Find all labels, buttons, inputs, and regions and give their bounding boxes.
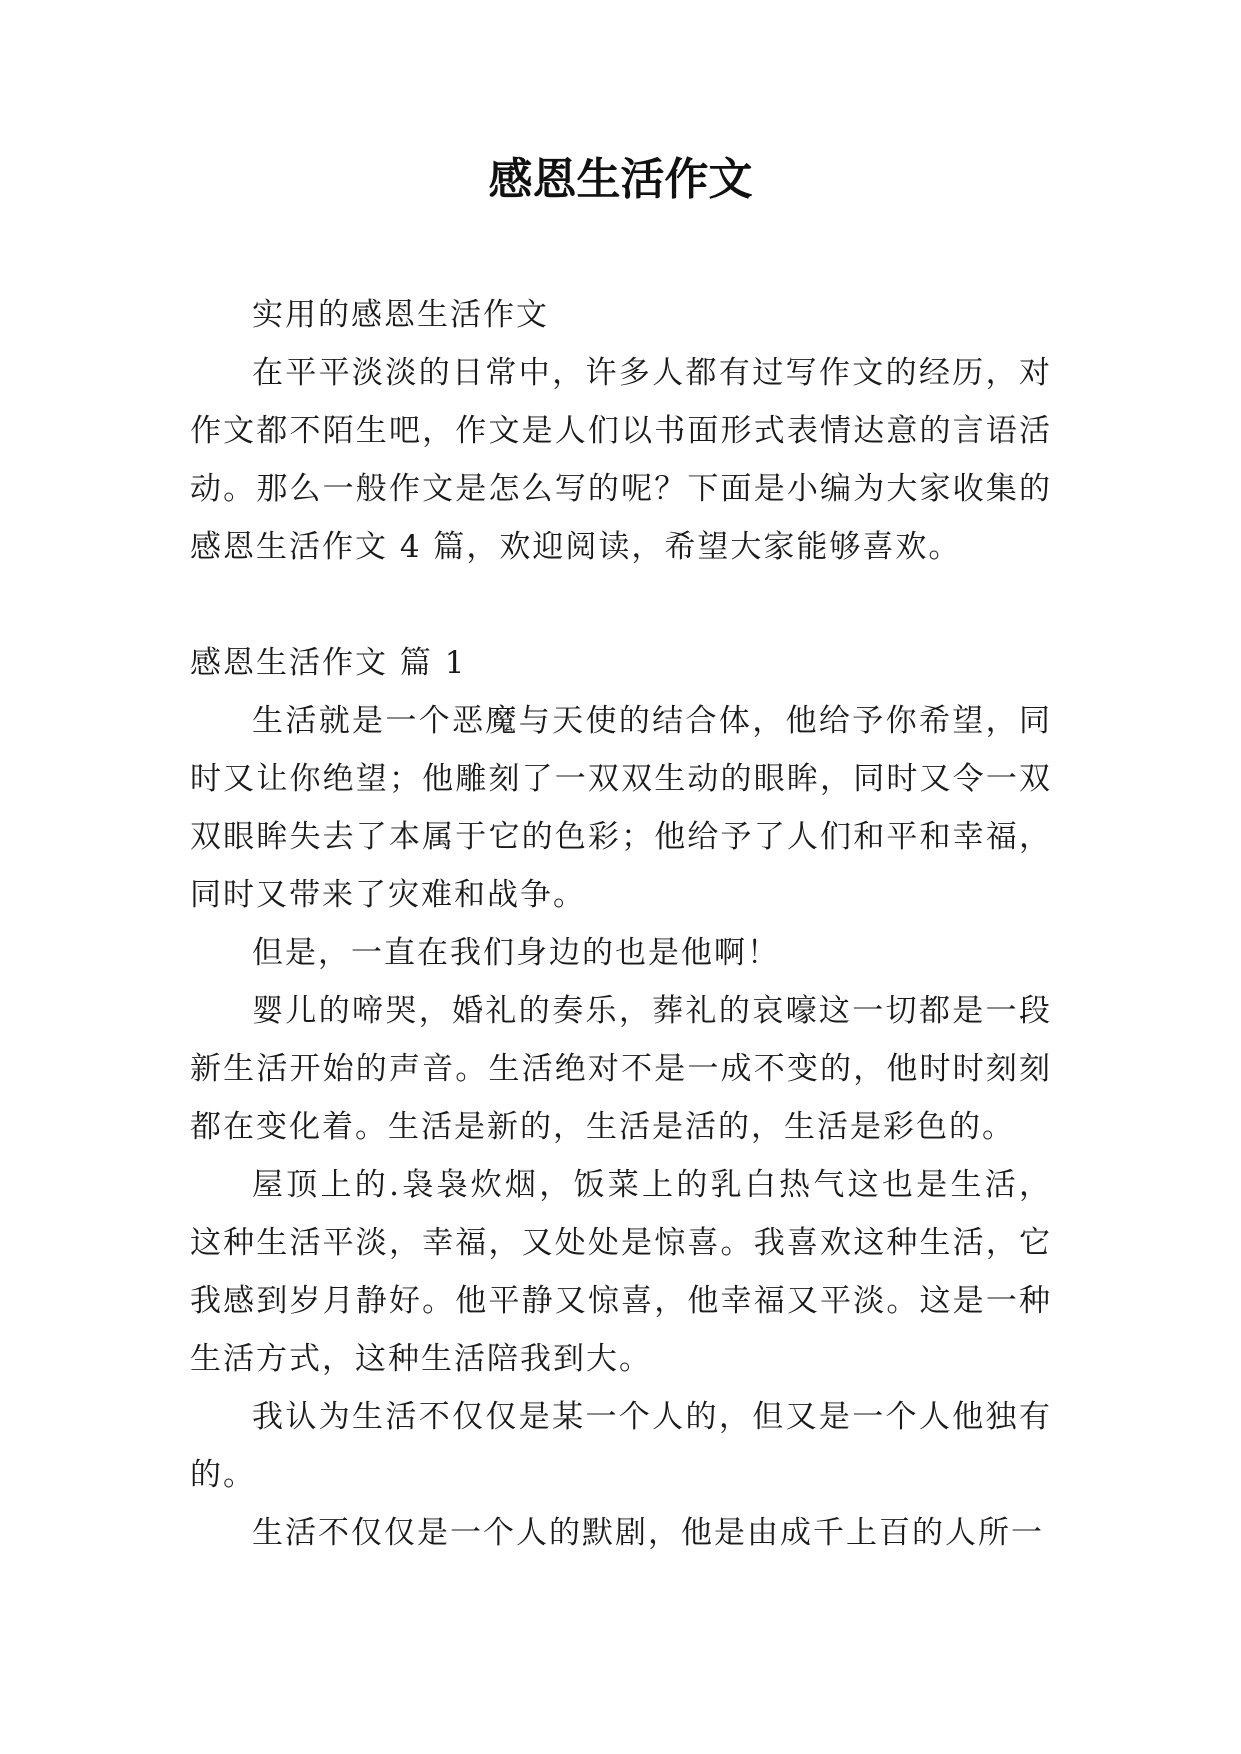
section-spacer [190,576,1052,634]
intro-paragraph: 在平平淡淡的日常中，许多人都有过写作文的经历，对作文都不陌生吧，作文是人们以书面形式表情达意的言语活动。那么一般作文是怎么写的呢？下面是小编为大家收集的感恩生活作文 4 篇，欢迎阅读，希望大家能够喜欢。 [190,355,1052,565]
section-heading: 感恩生活作文 篇 1 [190,645,467,681]
body-paragraph: 婴儿的啼哭，婚礼的奏乐，葬礼的哀嚎这一切都是一段新生活开始的声音。生活绝对不是一成不变的，他时时刻刻都在变化着。生活是新的，生活是活的，生活是彩色的。 [190,993,1052,1145]
body-paragraph: 生活不仅仅是一个人的默剧，他是由成千上百的人所一 [252,1515,1044,1551]
body-paragraph: 我认为生活不仅仅是某一个人的，但又是一个人他独有的。 [190,1399,1052,1493]
body-paragraph: 但是，一直在我们身边的也是他啊！ [252,935,780,971]
document-body [190,286,1052,1562]
body-paragraph: 屋顶上的.袅袅炊烟，饭菜上的乳白热气这也是生活，这种生活平淡，幸福，又处处是惊喜。我喜欢这种生活，它我感到岁月静好。他平静又惊喜，他幸福又平淡。这是一种生活方式，这种生活陪我到大。 [190,1167,1052,1377]
document-title: 感恩生活作文 [488,154,753,205]
subtitle-paragraph: 实用的感恩生活作文 [252,297,549,333]
body-paragraph: 生活就是一个恶魔与天使的结合体，他给予你希望，同时又让你绝望；他雕刻了一双双生动的眼眸，同时又令一双双眼眸失去了本属于它的色彩；他给予了人们和平和幸福，同时又带来了灾难和战争。 [190,703,1052,913]
